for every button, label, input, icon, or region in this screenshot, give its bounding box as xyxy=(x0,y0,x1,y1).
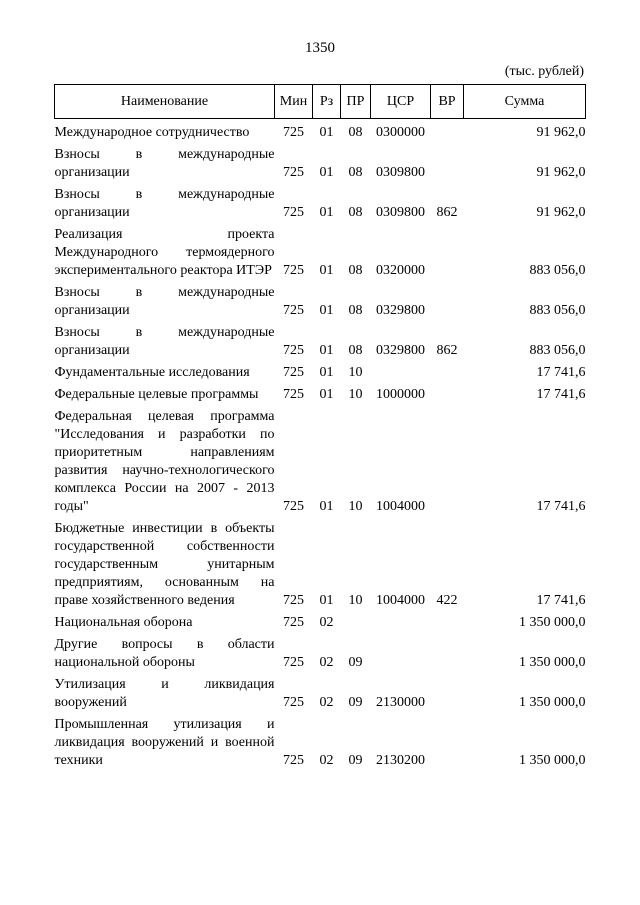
row-csr: 0300000 xyxy=(376,125,425,140)
row-min: 725 xyxy=(283,499,304,514)
row-min: 725 xyxy=(283,615,304,630)
row-pr: 08 xyxy=(348,343,363,358)
row-vr xyxy=(431,672,464,712)
row-min: 725 xyxy=(283,343,304,358)
row-pr: 10 xyxy=(348,593,363,608)
table-row xyxy=(55,712,586,770)
row-csr: 1004000 xyxy=(376,593,425,608)
row-rz: 01 xyxy=(319,387,334,402)
page-number: 1350 xyxy=(305,40,335,56)
row-vr: 862 xyxy=(436,205,458,220)
row-csr: 0329800 xyxy=(376,303,425,318)
row-rz: 01 xyxy=(319,263,334,278)
table-row xyxy=(55,320,586,360)
row-name: Взносы в международные организации xyxy=(54,187,275,220)
row-min: 725 xyxy=(283,387,304,402)
row-vr xyxy=(431,712,464,770)
header-min: Мин xyxy=(275,85,313,119)
row-vr xyxy=(431,360,464,382)
row-sum: 17 741,6 xyxy=(536,499,586,514)
row-min: 725 xyxy=(283,695,304,710)
row-pr: 10 xyxy=(348,499,363,514)
row-rz: 01 xyxy=(319,303,334,318)
row-csr: 1004000 xyxy=(376,499,425,514)
row-pr xyxy=(341,610,371,632)
row-min: 725 xyxy=(283,593,304,608)
row-name: Федеральная целевая программа "Исследования и разработки по приоритетным направлениям развития научно-технологического комплекса России на 2007 - 2013 годы" xyxy=(54,409,275,514)
row-sum: 1 350 000,0 xyxy=(519,695,586,710)
row-rz: 01 xyxy=(319,343,334,358)
row-csr: 2130000 xyxy=(376,695,425,710)
table-row xyxy=(55,382,586,404)
table-row xyxy=(55,142,586,182)
row-sum: 883 056,0 xyxy=(529,343,586,358)
table-row xyxy=(55,280,586,320)
row-rz: 01 xyxy=(319,165,334,180)
row-rz: 01 xyxy=(319,499,334,514)
row-name: Бюджетные инвестиции в объекты государственной собственности государственным унитарным предприятиям, основанным на праве хозяйственного ведения xyxy=(54,521,275,608)
header-csr: ЦСР xyxy=(371,85,431,119)
table-row xyxy=(55,672,586,712)
row-name: Национальная оборона xyxy=(54,615,193,630)
header-name: Наименование xyxy=(55,85,275,119)
row-min: 725 xyxy=(283,655,304,670)
row-pr: 10 xyxy=(348,387,363,402)
row-min: 725 xyxy=(283,303,304,318)
row-name: Промышленная утилизация и ликвидация вооружений и военной техники xyxy=(54,717,275,768)
row-name: Взносы в международные организации xyxy=(54,325,275,358)
row-rz: 01 xyxy=(319,593,334,608)
row-vr: 862 xyxy=(436,343,458,358)
row-min: 725 xyxy=(283,365,304,380)
row-sum: 91 962,0 xyxy=(536,205,586,220)
row-pr: 09 xyxy=(348,753,363,768)
table-row xyxy=(55,119,586,143)
table-row xyxy=(55,360,586,382)
row-sum: 883 056,0 xyxy=(529,303,586,318)
row-name: Взносы в международные организации xyxy=(54,285,275,318)
row-sum: 1 350 000,0 xyxy=(519,753,586,768)
row-pr: 09 xyxy=(348,655,363,670)
row-csr xyxy=(371,610,431,632)
row-name: Реализация проекта Международного термоядерного экспериментального реактора ИТЭР xyxy=(54,227,275,278)
row-sum: 17 741,6 xyxy=(536,593,586,608)
row-rz: 02 xyxy=(319,753,334,768)
row-min: 725 xyxy=(283,263,304,278)
row-sum: 17 741,6 xyxy=(536,387,586,402)
row-vr: 422 xyxy=(436,593,458,608)
row-rz: 02 xyxy=(319,695,334,710)
table-row xyxy=(55,516,586,610)
table-row xyxy=(55,222,586,280)
header-sum: Сумма xyxy=(464,85,586,119)
table-row xyxy=(55,404,586,516)
row-pr: 08 xyxy=(348,263,363,278)
row-name: Федеральные целевые программы xyxy=(54,387,259,402)
row-min: 725 xyxy=(283,753,304,768)
table-row xyxy=(55,632,586,672)
row-csr xyxy=(371,632,431,672)
row-vr xyxy=(431,222,464,280)
row-vr xyxy=(431,632,464,672)
row-csr: 0320000 xyxy=(376,263,425,278)
table-header-row xyxy=(55,85,586,119)
table-row xyxy=(55,610,586,632)
row-csr: 0309800 xyxy=(376,205,425,220)
row-vr xyxy=(431,142,464,182)
row-name: Взносы в международные организации xyxy=(54,147,275,180)
row-rz: 02 xyxy=(319,655,334,670)
row-pr: 10 xyxy=(348,365,363,380)
row-sum: 91 962,0 xyxy=(536,165,586,180)
units-note: (тыс. рублей) xyxy=(504,64,584,79)
row-sum: 883 056,0 xyxy=(529,263,586,278)
row-sum: 1 350 000,0 xyxy=(519,615,586,630)
row-sum: 17 741,6 xyxy=(536,365,586,380)
row-pr: 08 xyxy=(348,125,363,140)
table-row xyxy=(55,182,586,222)
row-min: 725 xyxy=(283,165,304,180)
row-vr xyxy=(431,610,464,632)
header-pr: ПР xyxy=(341,85,371,119)
row-sum: 1 350 000,0 xyxy=(519,655,586,670)
row-vr xyxy=(431,280,464,320)
row-pr: 09 xyxy=(348,695,363,710)
row-rz: 01 xyxy=(319,125,334,140)
row-min: 725 xyxy=(283,125,304,140)
row-rz: 02 xyxy=(319,615,334,630)
row-csr: 0309800 xyxy=(376,165,425,180)
row-rz: 01 xyxy=(319,205,334,220)
row-csr: 2130200 xyxy=(376,753,425,768)
row-sum: 91 962,0 xyxy=(536,125,586,140)
row-vr xyxy=(431,404,464,516)
row-csr: 0329800 xyxy=(376,343,425,358)
row-csr xyxy=(371,360,431,382)
row-name: Международное сотрудничество xyxy=(54,125,250,140)
row-vr xyxy=(431,382,464,404)
row-pr: 08 xyxy=(348,205,363,220)
row-csr: 1000000 xyxy=(376,387,425,402)
budget-table xyxy=(54,84,586,770)
row-pr: 08 xyxy=(348,303,363,318)
row-vr xyxy=(431,119,464,143)
header-vr: ВР xyxy=(431,85,464,119)
row-rz: 01 xyxy=(319,365,334,380)
header-rz: Рз xyxy=(313,85,341,119)
row-name: Утилизация и ликвидация вооружений xyxy=(54,677,275,710)
row-pr: 08 xyxy=(348,165,363,180)
row-name: Фундаментальные исследования xyxy=(54,365,250,380)
row-min: 725 xyxy=(283,205,304,220)
row-name: Другие вопросы в области национальной обороны xyxy=(54,637,275,670)
